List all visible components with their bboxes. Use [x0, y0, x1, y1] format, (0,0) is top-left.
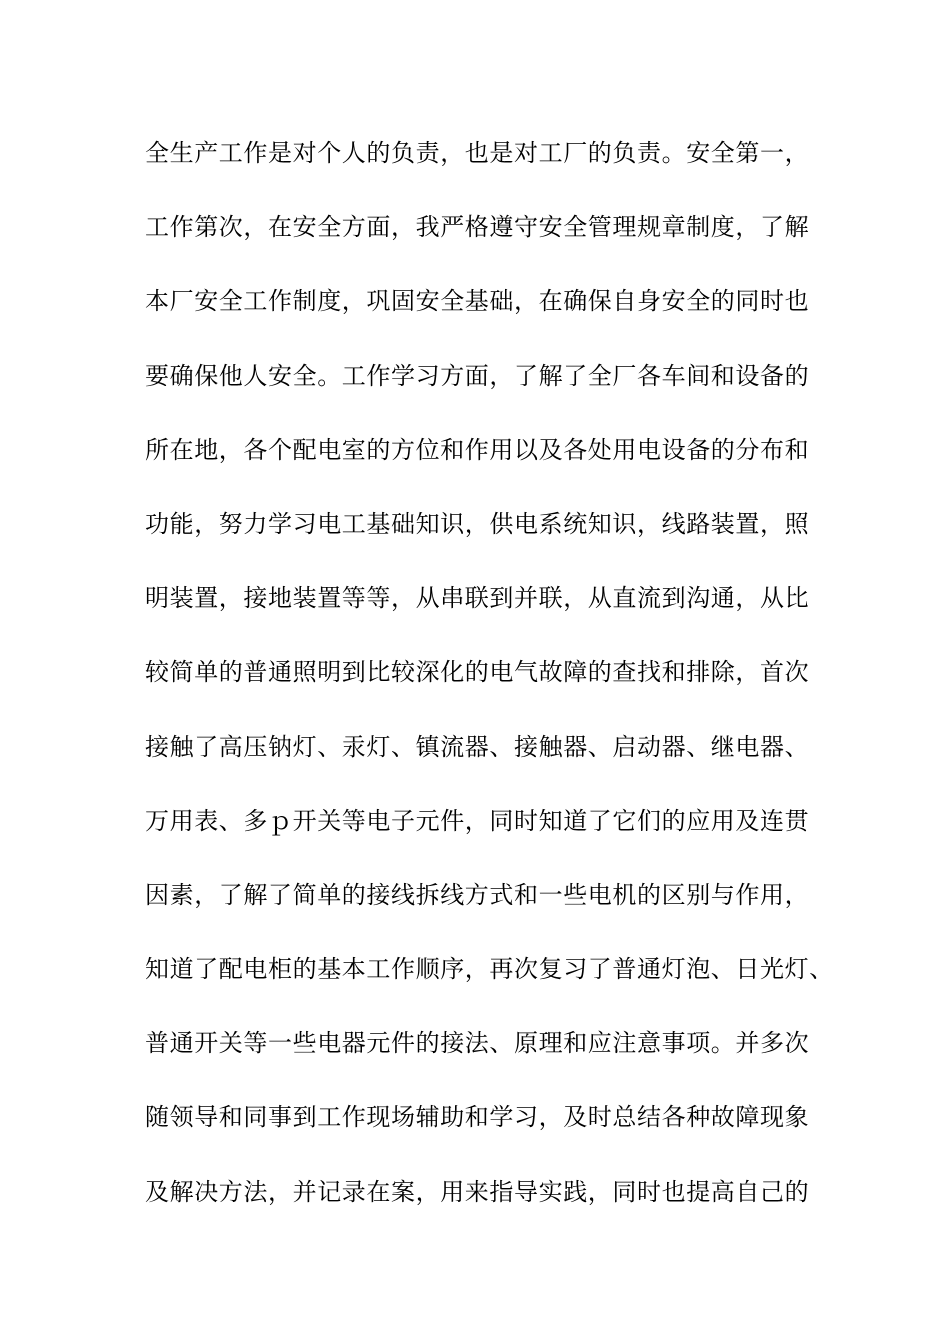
text-line-7: 明装置，接地装置等等，从串联到并联，从直流到沟通，从比 [145, 584, 810, 613]
body-text [145, 127, 845, 1240]
text-line-11: 因素，了解了简单的接线拆线方式和一些电机的区别与作用， [145, 880, 810, 909]
text-line-14: 随领导和同事到工作现场辅助和学习，及时总结各种故障现象 [145, 1103, 810, 1132]
text-line-12: 知道了配电柜的基本工作顺序，再次复习了普通灯泡、日光灯、 [145, 955, 834, 984]
text-line-8: 较简单的普通照明到比较深化的电气故障的查找和排除，首次 [145, 658, 810, 687]
text-line-10: 万用表、多ｐ开关等电子元件，同时知道了它们的应用及连贯 [145, 806, 810, 835]
text-line-4: 要确保他人安全。工作学习方面，了解了全厂各车间和设备的 [145, 361, 810, 390]
text-line-5: 所在地，各个配电室的方位和作用以及各处用电设备的分布和 [145, 435, 810, 464]
text-line-6: 功能，努力学习电工基础知识，供电系统知识，线路装置，照 [145, 509, 810, 538]
text-line-9: 接触了高压钠灯、汞灯、镇流器、接触器、启动器、继电器、 [145, 732, 810, 761]
text-line-2: 工作第次，在安全方面，我严格遵守安全管理规章制度，了解 [145, 213, 810, 242]
text-line-15: 及解决方法，并记录在案，用来指导实践，同时也提高自己的 [145, 1177, 810, 1206]
text-line-13: 普通开关等一些电器元件的接法、原理和应注意事项。并多次 [145, 1029, 810, 1058]
text-line-3: 本厂安全工作制度，巩固安全基础，在确保自身安全的同时也 [145, 287, 810, 316]
text-line-1: 全生产工作是对个人的负责，也是对工厂的负责。安全第一， [145, 139, 810, 167]
